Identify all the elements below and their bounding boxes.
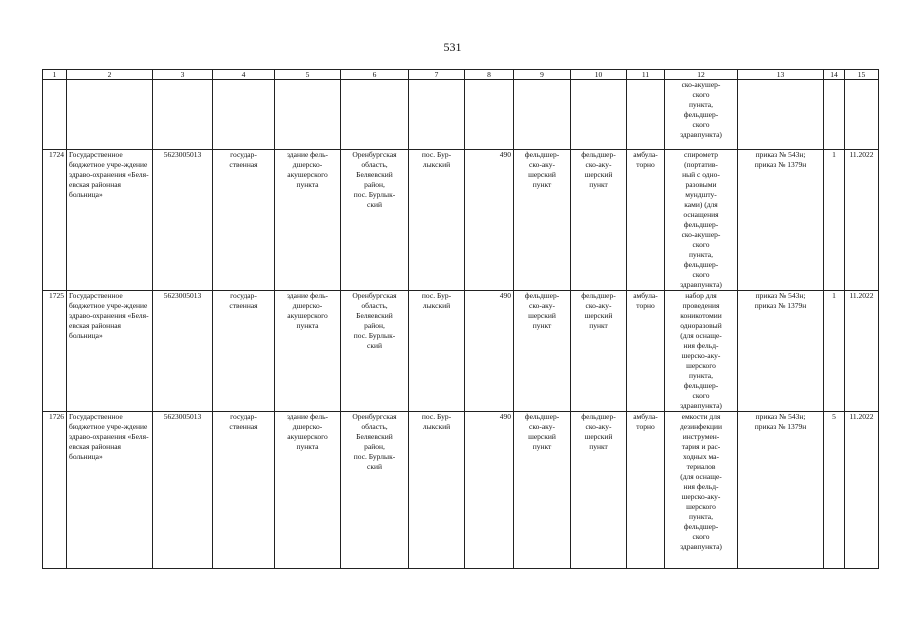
address-cell: Оренбургская область, Беляевский район, пос. Бурлык- ский (341, 150, 409, 291)
column-number: 3 (153, 70, 213, 80)
empty-cell (43, 80, 67, 150)
column-number: 13 (738, 70, 824, 80)
quantity-cell: 1 (824, 150, 845, 291)
quantity-cell: 1 (824, 291, 845, 412)
organization-cell: Государственное бюджетное учре-ждение здраво-охранения «Беля-евская районная больница» (67, 291, 153, 412)
empty-cell (824, 80, 845, 150)
inn-cell: 5623005013 (153, 291, 213, 412)
row-number-cell: 1725 (43, 291, 67, 412)
address-cell: Оренбургская область, Беляевский район, пос. Бурлык- ский (341, 291, 409, 412)
row-number-cell: 1726 (43, 412, 67, 569)
care-type-cell: амбула- торно (627, 412, 665, 569)
building-cell: здание фель- дшерско- акушерского пункта (275, 291, 341, 412)
column-number: 6 (341, 70, 409, 80)
care-type-cell: амбула- торно (627, 291, 665, 412)
column-number: 11 (627, 70, 665, 80)
column-number: 12 (665, 70, 738, 80)
address-cell: Оренбургская область, Беляевский район, пос. Бурлык- ский (341, 412, 409, 569)
population-cell: 490 (465, 150, 514, 291)
unit-type-cell: фельдшер- ско-аку- шерский пункт (571, 412, 627, 569)
settlement-cell: пос. Бур- лыкский (409, 412, 465, 569)
ownership-cell: государ- ственная (213, 291, 275, 412)
date-cell: 11.2022 (845, 291, 879, 412)
column-number: 9 (514, 70, 571, 80)
column-number: 4 (213, 70, 275, 80)
empty-cell (627, 80, 665, 150)
unit-type-cell: фельдшер- ско-аку- шерский пункт (571, 291, 627, 412)
unit-type-cell: фельдшер- ско-аку- шерский пункт (571, 150, 627, 291)
column-number: 7 (409, 70, 465, 80)
row-number-cell: 1724 (43, 150, 67, 291)
header-row (43, 70, 879, 80)
unit-type-cell: фельдшер- ско-аку- шерский пункт (514, 150, 571, 291)
inn-cell: 5623005013 (153, 150, 213, 291)
empty-cell (275, 80, 341, 150)
empty-cell (409, 80, 465, 150)
settlement-cell: пос. Бур- лыкский (409, 291, 465, 412)
column-number: 5 (275, 70, 341, 80)
settlement-cell: пос. Бур- лыкский (409, 150, 465, 291)
ownership-cell: государ- ственная (213, 150, 275, 291)
population-cell: 490 (465, 291, 514, 412)
equipment-cell: набор для проведения коникотомии одноразовый (для оснаще- ния фельд- шерско-аку- шерского пункта, фельдшер- ского здравпункта) (665, 291, 738, 412)
empty-cell (845, 80, 879, 150)
population-cell: 490 (465, 412, 514, 569)
ownership-cell: государ- ственная (213, 412, 275, 569)
page-number: 531 (443, 40, 462, 54)
table-row (43, 412, 879, 569)
empty-cell (67, 80, 153, 150)
order-cell: приказ № 543н; приказ № 1379н (738, 291, 824, 412)
care-type-cell: амбула- торно (627, 150, 665, 291)
empty-cell (341, 80, 409, 150)
building-cell: здание фель- дшерско- акушерского пункта (275, 150, 341, 291)
table-row (43, 150, 879, 291)
empty-cell (571, 80, 627, 150)
empty-cell (465, 80, 514, 150)
column-number: 8 (465, 70, 514, 80)
order-cell: приказ № 543н; приказ № 1379н (738, 412, 824, 569)
date-cell: 11.2022 (845, 412, 879, 569)
empty-cell (738, 80, 824, 150)
unit-type-cell: фельдшер- ско-аку- шерский пункт (514, 291, 571, 412)
column-number: 1 (43, 70, 67, 80)
registry-table (42, 69, 879, 569)
equipment-cell: спирометр (портатив- ный с одно- разовыми мундшту- ками) (для оснащения фельдшер- ско-акушер- ского пункта, фельдшер- ского здравпункта) (665, 150, 738, 291)
column-number: 2 (67, 70, 153, 80)
column-number: 14 (824, 70, 845, 80)
table-row (43, 291, 879, 412)
equipment-cell: ско-акушер- ского пункта, фельдшер- ского здравпункта) (665, 80, 738, 150)
organization-cell: Государственное бюджетное учре-ждение здраво-охранения «Беля-евская районная больница» (67, 412, 153, 569)
unit-type-cell: фельдшер- ско-аку- шерский пункт (514, 412, 571, 569)
date-cell: 11.2022 (845, 150, 879, 291)
building-cell: здание фель- дшерско- акушерского пункта (275, 412, 341, 569)
column-number: 10 (571, 70, 627, 80)
quantity-cell: 5 (824, 412, 845, 569)
empty-cell (213, 80, 275, 150)
continued-row (43, 80, 879, 150)
inn-cell: 5623005013 (153, 412, 213, 569)
equipment-cell: емкости для дезинфекции инструмен- тария и рас- ходных ма- териалов (для оснаще- ния фельд- шерско-аку- шерского пункта, фельдшер- ского здравпункта) (665, 412, 738, 569)
empty-cell (514, 80, 571, 150)
organization-cell: Государственное бюджетное учре-ждение здраво-охранения «Беля-евская районная больница» (67, 150, 153, 291)
order-cell: приказ № 543н; приказ № 1379н (738, 150, 824, 291)
column-number: 15 (845, 70, 879, 80)
empty-cell (153, 80, 213, 150)
